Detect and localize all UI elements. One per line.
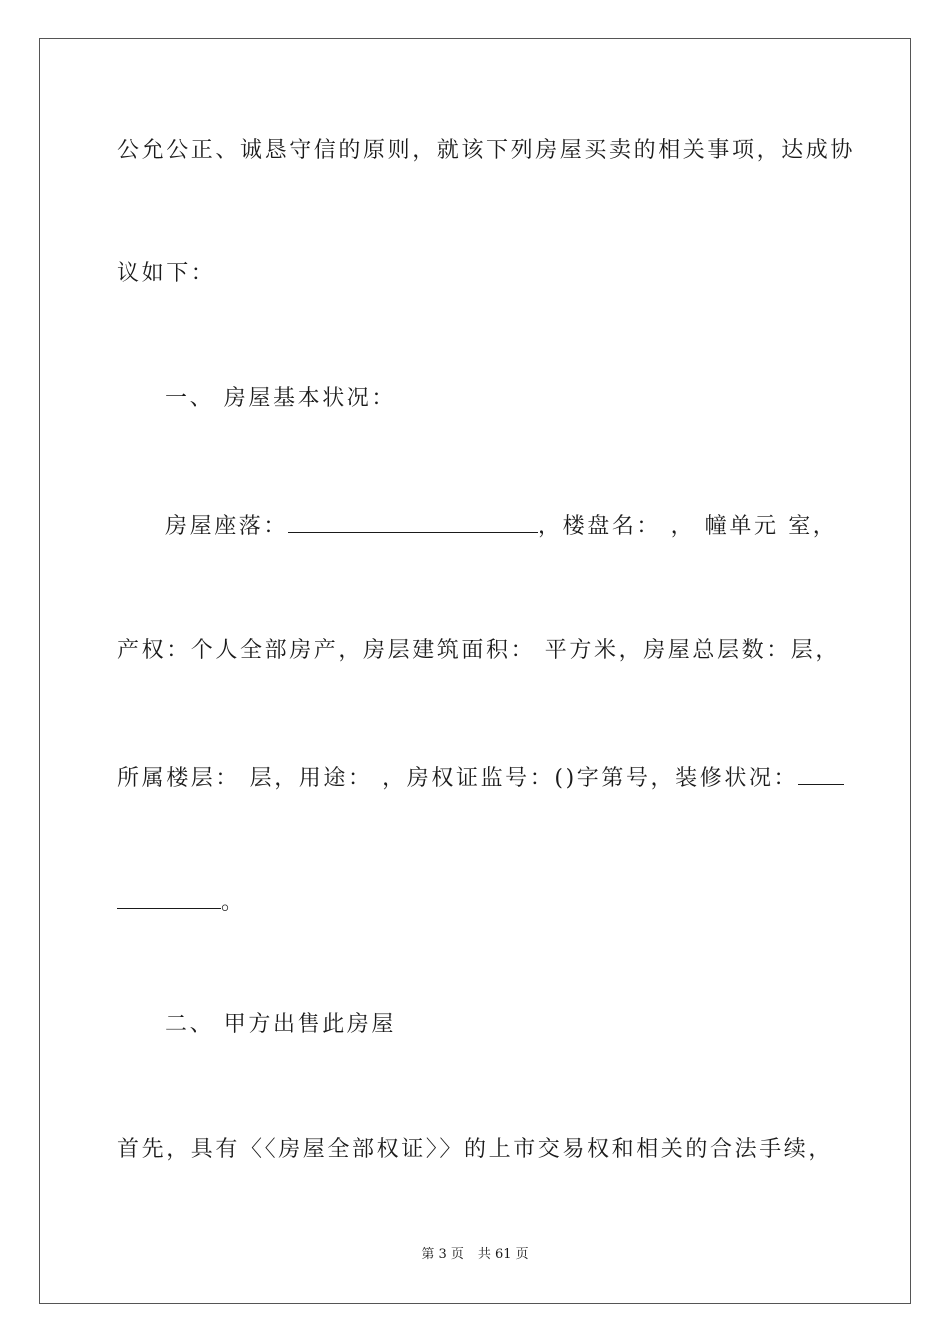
decoration-period: 。 xyxy=(221,890,246,915)
section-heading-1: 一、 房屋基本状况： xyxy=(165,386,396,411)
page-footer xyxy=(0,1246,950,1264)
section-heading-2: 二、 甲方出售此房屋 xyxy=(165,1012,396,1037)
page-border xyxy=(39,38,911,1304)
body-line-decoration-end xyxy=(117,886,246,918)
body-line-property-rights: 产权：个人全部房产，房层建筑面积： 平方米，房屋总层数：层， xyxy=(117,638,840,663)
body-line-1: 公允公正、诚恳守信的原则，就该下列房屋买卖的相关事项，达成协 xyxy=(117,138,856,163)
decoration-blank-end xyxy=(117,886,221,909)
body-line-floor-usage xyxy=(117,762,844,794)
body-line-location xyxy=(165,510,837,542)
page-number: 第 3 页 xyxy=(421,1247,464,1262)
location-rest: ，楼盘名： ， 幢单元 室， xyxy=(538,514,838,539)
page-total: 共 61 页 xyxy=(477,1247,529,1262)
location-blank xyxy=(288,510,538,533)
floor-usage-text: 所属楼层： 层，用途： ，房权证监号：()字第号，装修状况： xyxy=(117,766,799,791)
body-line-9: 首先，具有〈〈房屋全部权证〉〉的上市交易权和相关的合法手续， xyxy=(117,1137,834,1162)
location-label: 房屋座落： xyxy=(165,514,289,539)
decoration-blank-start xyxy=(798,762,844,785)
body-line-2: 议如下： xyxy=(117,261,216,286)
